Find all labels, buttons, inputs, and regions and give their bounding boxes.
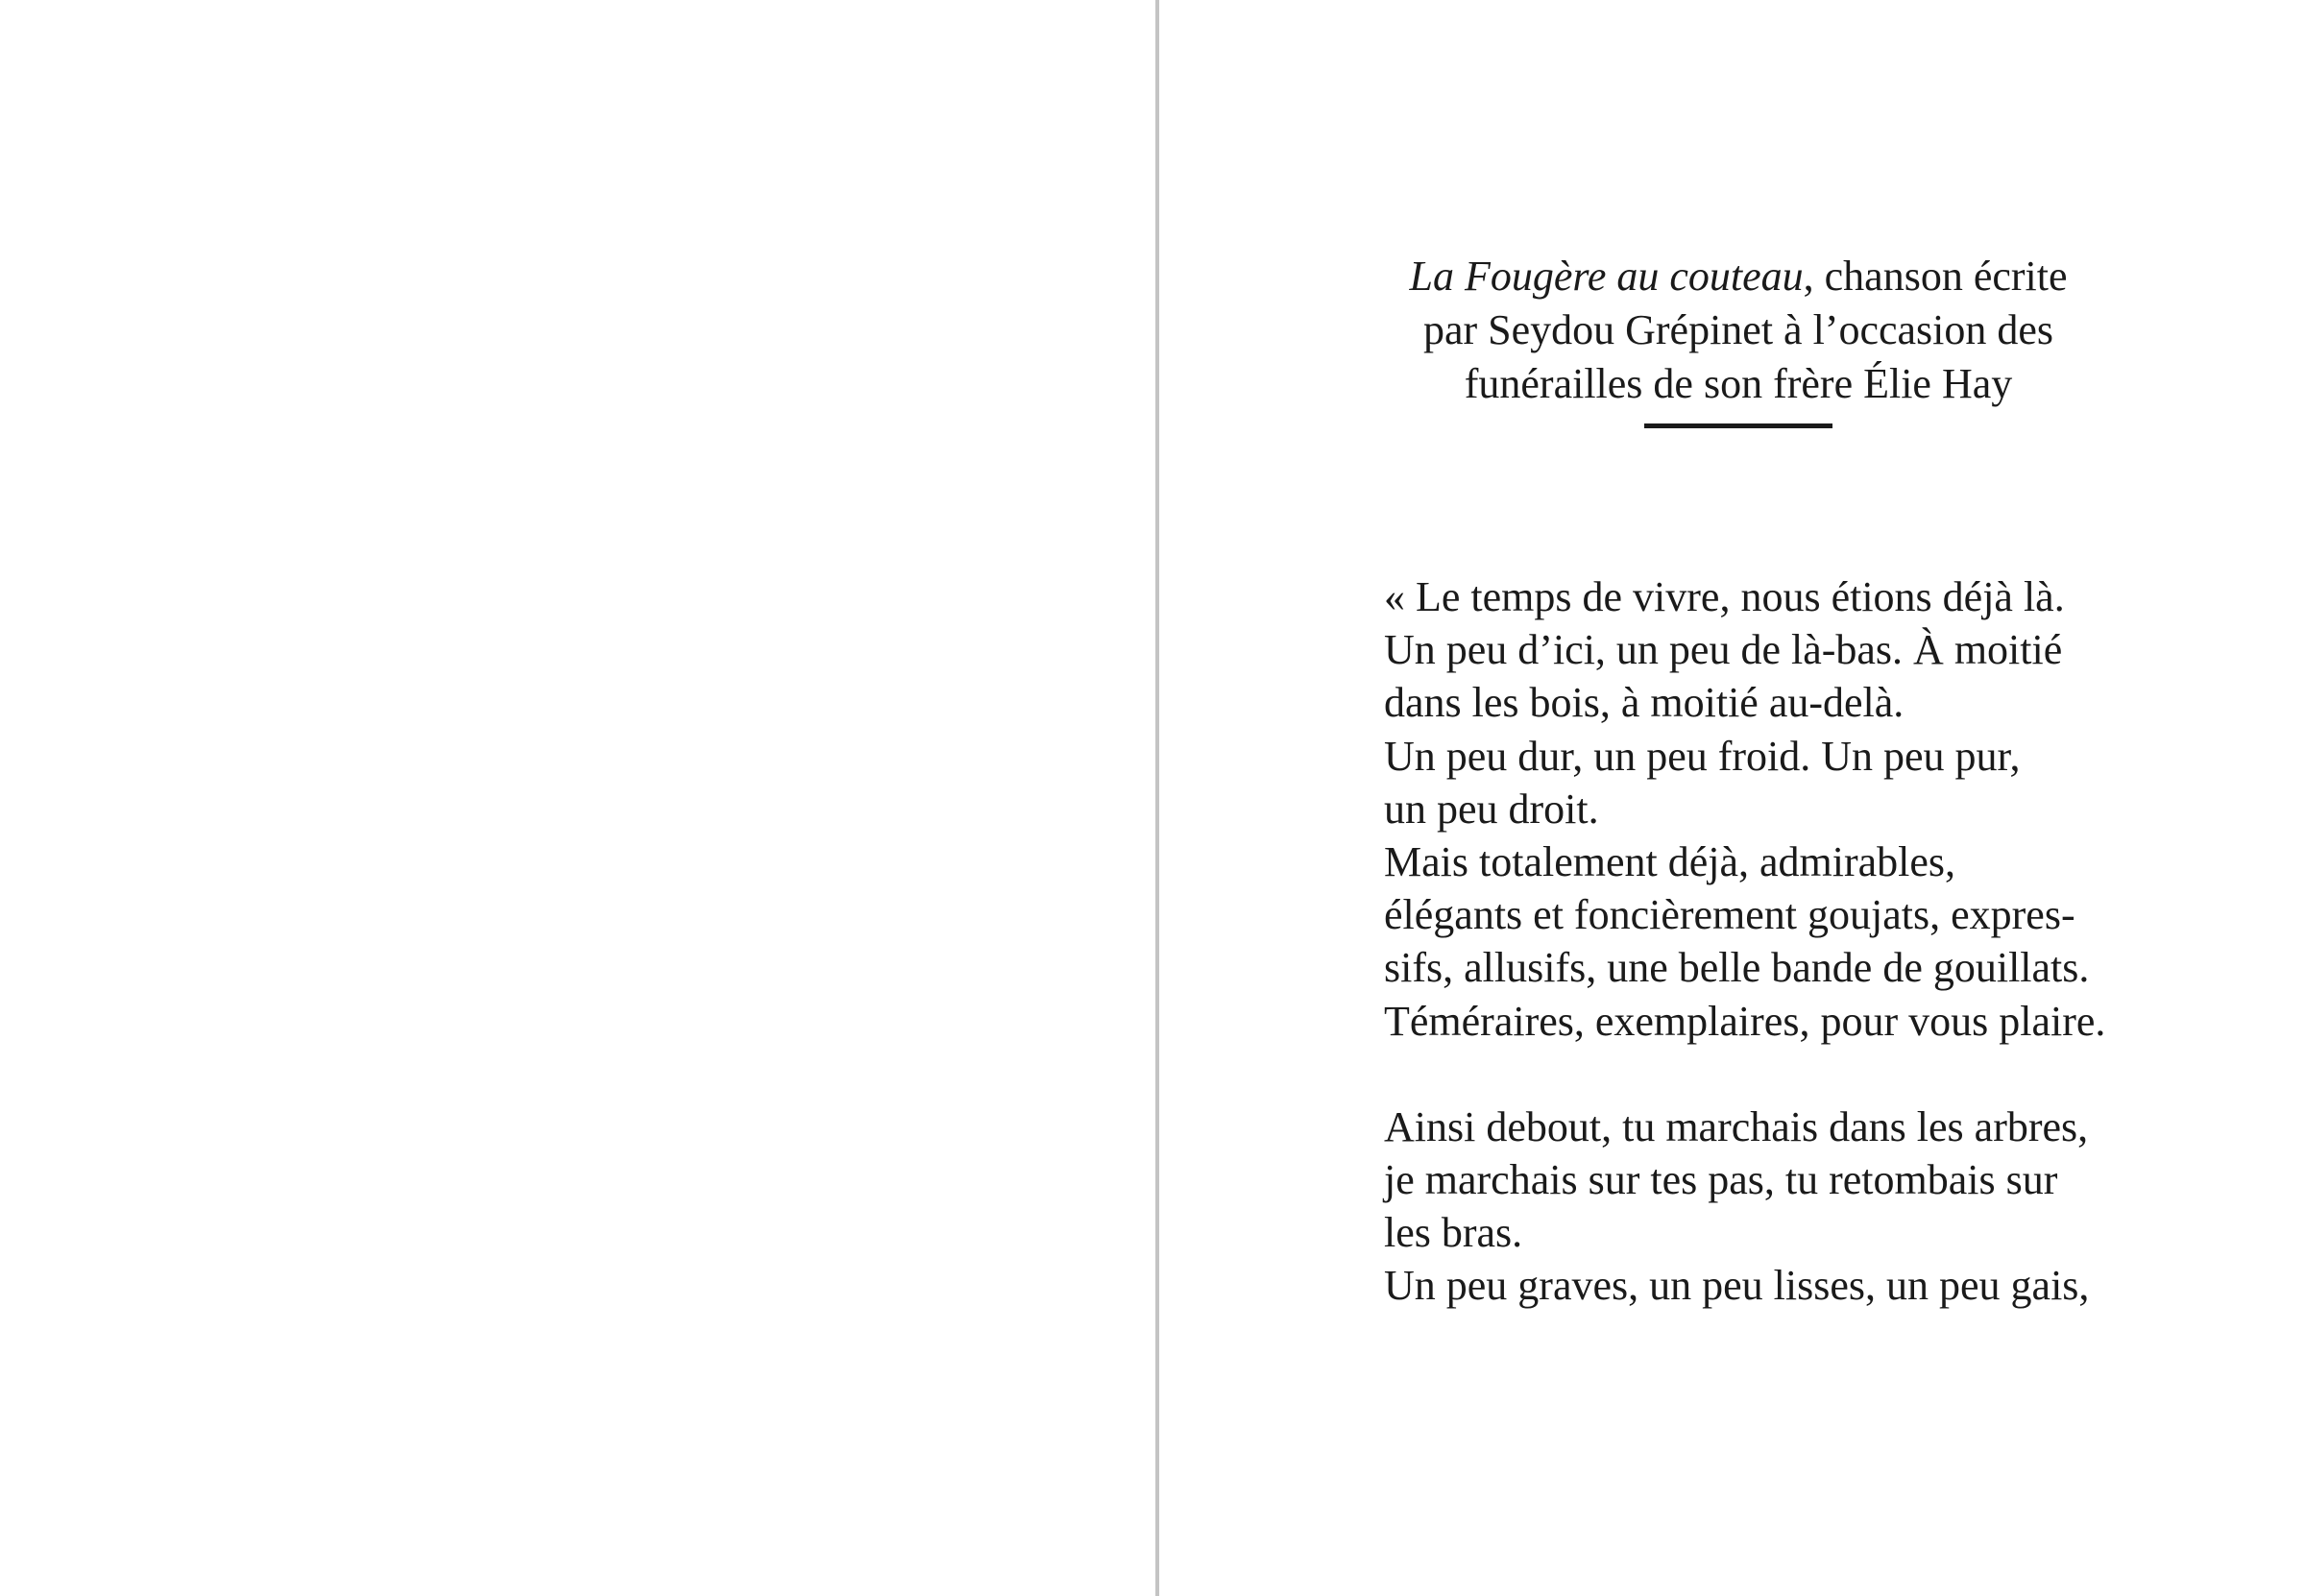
epigraph-rule — [1644, 423, 1832, 428]
epigraph-line-3: funérailles de son frère Élie Hay — [1464, 360, 2013, 407]
poem-line: sifs, allusifs, une belle bande de gouillats. — [1384, 944, 2090, 992]
poem-line: Un peu graves, un peu lisses, un peu gais, — [1384, 1262, 2090, 1310]
song-title: La Fougère au couteau — [1409, 253, 1804, 300]
poem-line: je marchais sur tes pas, tu retombais sur — [1384, 1156, 2058, 1204]
poem-text — [1384, 570, 2114, 1313]
poem-line: « Le temps de vivre, nous étions déjà là. — [1384, 573, 2065, 620]
poem-line: élégants et foncièrement goujats, expres- — [1384, 891, 2075, 939]
poem-line: dans les bois, à moitié au-delà. — [1384, 679, 1905, 727]
poem-line: un peu droit. — [1384, 785, 1599, 833]
epigraph-line-1-rest: , chanson écrite — [1803, 253, 2068, 300]
epigraph-line-1 — [1383, 250, 2094, 303]
poem-line: Mais totalement déjà, admirables, — [1384, 838, 1956, 886]
poem-line: les bras. — [1384, 1209, 1523, 1257]
poem-line: Ainsi debout, tu marchais dans les arbres, — [1384, 1102, 2089, 1150]
poem-line: Un peu d’ici, un peu de là-bas. À moitié — [1384, 626, 2063, 674]
stanza-break — [1384, 1048, 2114, 1100]
poem-line: Téméraires, exemplaires, pour vous plaire. — [1384, 997, 2106, 1045]
poem-line: Un peu dur, un peu froid. Un peu pur, — [1384, 732, 2021, 780]
epigraph — [1383, 250, 2094, 411]
epigraph-line-2: par Seydou Grépinet à l’occasion des — [1422, 306, 2054, 353]
